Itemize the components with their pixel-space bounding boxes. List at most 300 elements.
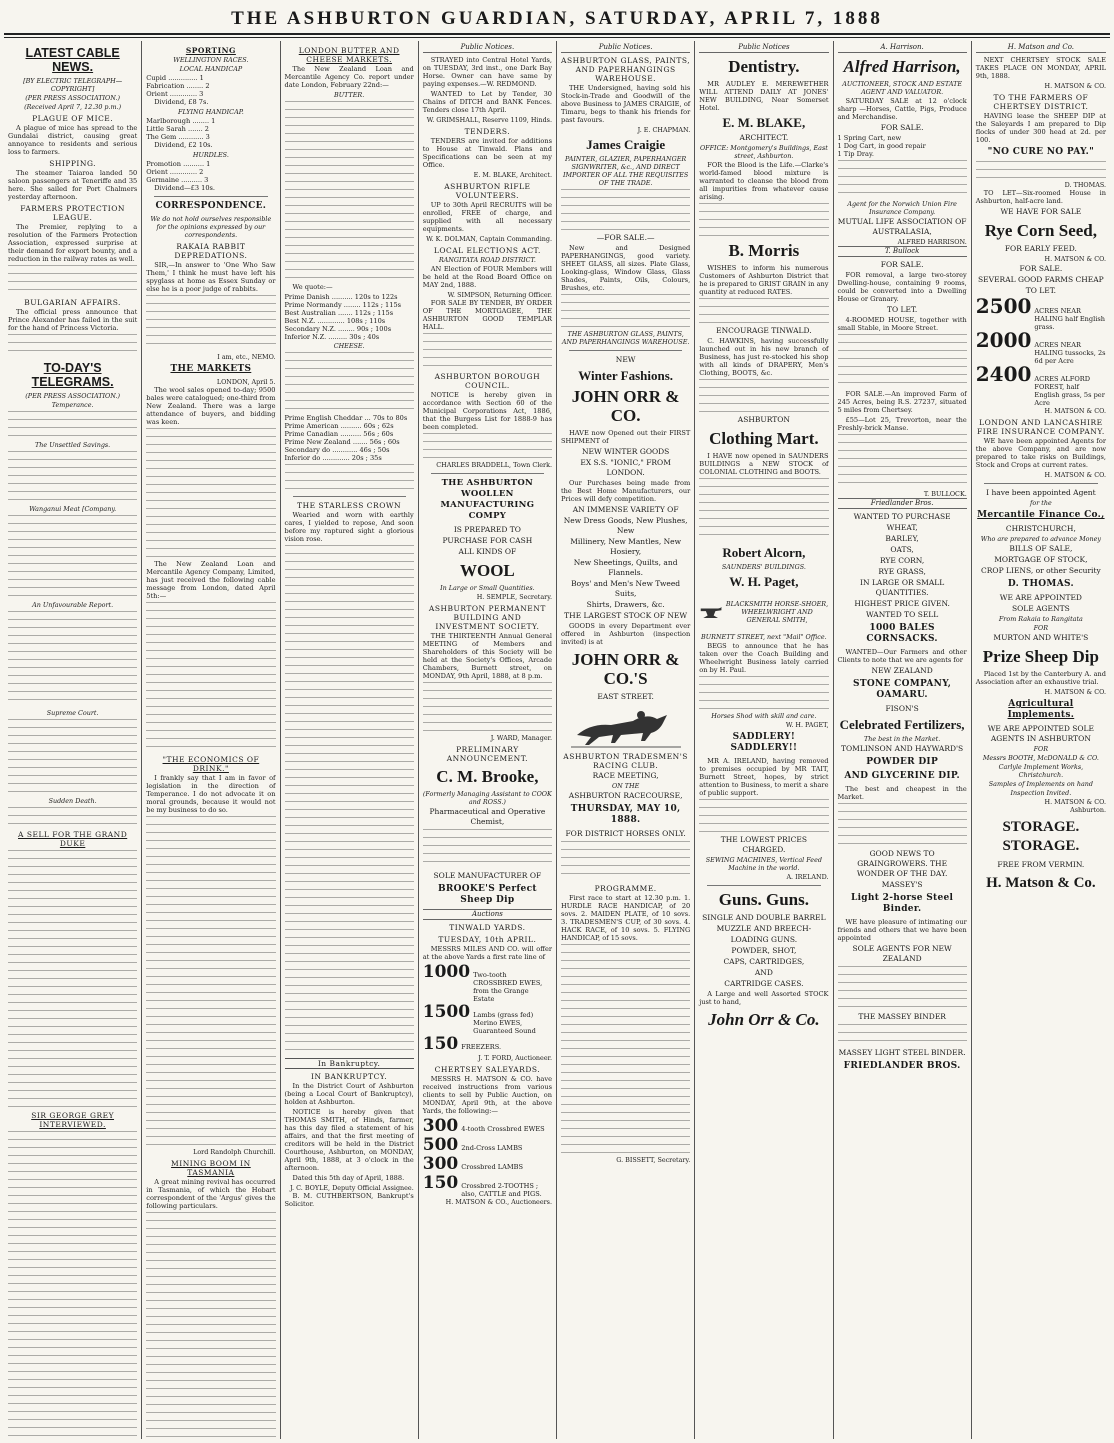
text-block bbox=[838, 803, 967, 847]
dip-text: HAVING lease the SHEEP DIP at the Saleyards I am prepared to Dip flocks of under 300 head at 2d. per 100. bbox=[975, 112, 1106, 144]
bankruptcy-solicitor: B. M. CUTHBERTSON, Bankrupt's Solicitor. bbox=[284, 1192, 414, 1208]
council-heading: ASHBURTON BOROUGH COUNCIL. bbox=[434, 372, 541, 390]
shipping-text: The steamer Taiaroa landed 50 saloon passengers at Teneriffe and 35 here. She sailed for Port Chalmers yesterday afternoon. bbox=[8, 169, 138, 201]
security-item: CROP LIENS, or other Security bbox=[981, 566, 1101, 575]
morris-text: WISHES to inform his numerous Customers of Ashburton District that he is prepared to GRIST GRAIN in any quantity at reduced RATES. bbox=[699, 264, 829, 296]
auctions-header: Auctions bbox=[423, 909, 552, 920]
harrison-signature: ALFRED HARRISON. bbox=[897, 238, 967, 246]
price-row: Inferior do ............. 20s ; 35s bbox=[284, 454, 382, 462]
text-block bbox=[423, 433, 552, 459]
crown-text: Wearied and worn with earthly cares, I yielded to repose, And soon before my raptured sight a glorious vision rose. bbox=[284, 511, 414, 543]
lot-count: 1000 bbox=[422, 962, 471, 982]
text-block bbox=[838, 334, 967, 388]
council-text: NOTICE is hereby given in accordance with Section 60 of the Municipal Corporations Act, 1886, that the Burgess List for 1888-9 has been completed. bbox=[422, 391, 552, 431]
ryecorn-have: WE HAVE FOR SALE bbox=[1000, 207, 1082, 216]
house-tolet: TO LET—Six-roomed House in Ashburton, half-acre land. bbox=[975, 189, 1106, 205]
storage-heading: STORAGE. STORAGE. bbox=[1002, 819, 1080, 854]
cable-subtitle: [BY ELECTRIC TELEGRAPH—COPYRIGHT] bbox=[23, 77, 123, 93]
text-block bbox=[699, 203, 828, 237]
ryecorn-seed: Rye Corn Seed, bbox=[984, 221, 1097, 240]
dip-signature: D. THOMAS. bbox=[1064, 181, 1106, 189]
tinwald-signature: J. T. FORD, Auctioneer. bbox=[478, 1054, 552, 1062]
race-2-entries bbox=[146, 117, 275, 141]
security-item: BILLS OF SALE, bbox=[1009, 544, 1073, 553]
investment-text: THE THIRTEENTH Annual General MEETING of Members and Shareholders of this Society will be held at the Society's Offices, Arcade Chambers, Burnett street, on MONDAY, 9th April, 1888, at 8 p.m. bbox=[422, 632, 552, 680]
matson-signature: H. MATSON & CO. bbox=[1044, 407, 1106, 415]
forsale-heading: —FOR SALE.— bbox=[596, 233, 655, 242]
economics-heading: "THE ECONOMICS OF DRINK." bbox=[162, 755, 260, 773]
prize-text: Placed 1st by the Canterbury A. and Association after an exhaustive trial. bbox=[975, 670, 1106, 686]
blake-office: OFFICE: Montgomery's Buildings, East street, Ashburton. bbox=[699, 144, 828, 160]
guns-line: AND bbox=[754, 968, 773, 977]
price-row: Prime English Cheddar ... 70s to 80s bbox=[284, 414, 408, 422]
shod-line: Horses Shod with skill and care. bbox=[711, 712, 817, 720]
clothing-mart: Clothing Mart. bbox=[709, 429, 819, 448]
racehorse-illustration bbox=[571, 705, 681, 749]
powder-dip: POWDER DIP bbox=[866, 757, 939, 767]
column-4 bbox=[419, 41, 557, 1439]
price-row: Secondary do ............ 46s ; 50s bbox=[284, 446, 390, 454]
sale-tender-text: FOR SALE BY TENDER, BY ORDER OF THE MORTGAGEE, THE ASHBURTON GOOD TEMPLAR HALL. bbox=[422, 299, 552, 331]
race-entry: Orient ............. 3 bbox=[146, 90, 204, 98]
lot-desc: 4-tooth Crossbred EWES bbox=[461, 1125, 545, 1133]
paget-address: BURNETT STREET, next "Mail" Office. bbox=[701, 633, 827, 641]
race-entry: Cupid .............. 1 bbox=[146, 74, 204, 82]
ireland-signature: A. IRELAND. bbox=[786, 873, 829, 881]
grey-heading: SIR GEORGE GREY INTERVIEWED. bbox=[31, 1111, 115, 1129]
text-block bbox=[8, 515, 137, 599]
text-block bbox=[699, 676, 828, 710]
chertsey-signature: H. MATSON & CO., Auctioneers. bbox=[445, 1198, 552, 1206]
alcorn-name: Robert Alcorn, bbox=[722, 545, 806, 560]
text-block bbox=[561, 294, 690, 328]
bullock-text: FOR removal, a large two-storey Dwelling-house, containing 9 rooms, could be converted into a Dwelling House or Granary. bbox=[837, 271, 967, 303]
fertilizers: Celebrated Fertilizers, bbox=[839, 717, 965, 732]
smith-text: BLACKSMITH HORSE-SHOER, WHEELWRIGHT AND GENERAL SMITH, bbox=[725, 600, 829, 624]
mutual-life: MUTUAL LIFE ASSOCIATION OF AUSTRALASIA, bbox=[837, 217, 967, 236]
london-text: WE have been appointed Agents for the above Company, and are now prepared to take risks on Buildings, Stock and Crops at current rates. bbox=[975, 437, 1106, 469]
morris-name: B. Morris bbox=[728, 241, 800, 260]
lot-count: 150 bbox=[422, 1173, 459, 1193]
early-feed: FOR EARLY FEED. bbox=[1004, 244, 1077, 253]
forsale-item: 1 Spring Cart, new bbox=[837, 134, 902, 142]
guns-heading: Guns. Guns. bbox=[718, 890, 809, 909]
race-entry: Fabrication ........ 2 bbox=[146, 82, 210, 90]
price-row: Prime Danish .......... 120s to 122s bbox=[284, 293, 398, 301]
race-programme: First race to start at 12.30 p.m. 1. HURDLE RACE HANDICAP, of 20 sovs. 2. MAIDEN PLATE, of 10 sovs. 3. TRADESMEN'S CUP, of 30 sovs. 4. HACK RACE, of 10 sovs. 5. FLYING HANDICAP, of 15 sovs. bbox=[561, 894, 691, 942]
text-block bbox=[8, 334, 137, 358]
craigie-trade: PAINTER, GLAZIER, PAPERHANGER SIGNWRITER, &c., AND DIRECT IMPORTER OF ALL THE REQUISITES OF THE TRADE. bbox=[562, 155, 689, 187]
race-entry: Marlborough ........ 1 bbox=[146, 117, 216, 125]
press-assoc: (PER PRESS ASSOCIATION.) bbox=[25, 94, 120, 102]
lot-count: 1500 bbox=[422, 1002, 471, 1022]
brooke-sub: (Formerly Managing Assistant to COOK and ROSS.) bbox=[422, 790, 552, 806]
stone-text: WANTED—Our Farmers and other Clients to note that we are agents for bbox=[837, 648, 967, 664]
sheepdip-heading: SOLE MANUFACTURER OF bbox=[433, 871, 542, 880]
correspondence-note: We do not hold ourselves responsible for the opinions expressed by our correspondents. bbox=[150, 215, 272, 239]
acreage-desc: ACRES NEAR HALING tussocks, 2s 6d per Acre bbox=[1034, 341, 1106, 365]
cheese-label: CHEESE. bbox=[333, 342, 365, 350]
hurdles-heading: HURDLES. bbox=[192, 151, 229, 159]
text-block bbox=[976, 161, 1106, 179]
lot-desc: Two-tooth CROSSBRED EWES, from the Grange Estate bbox=[473, 971, 543, 1003]
column-3 bbox=[281, 41, 419, 1439]
sewing-line: SEWING MACHINES, Vertical Feed Machine in the world. bbox=[705, 856, 822, 872]
stock-line: GOODS in every Department ever offered in Ashburton (inspection invited) is at bbox=[561, 622, 691, 646]
column-7 bbox=[834, 41, 972, 1439]
vermin-line: FREE FROM VERMIN. bbox=[997, 860, 1085, 869]
fisons-label: FISON'S bbox=[885, 704, 919, 713]
text-block bbox=[838, 160, 967, 198]
variety-item: New Sheetings, Quilts, and Flannels. bbox=[573, 558, 678, 577]
butter-price-list bbox=[285, 293, 414, 341]
stock-lot bbox=[423, 1174, 552, 1198]
forsale-list bbox=[838, 134, 967, 158]
text-block bbox=[8, 611, 137, 707]
unfavourable-heading: An Unfavourable Report. bbox=[32, 601, 114, 609]
butter-label: BUTTER. bbox=[334, 91, 365, 99]
bankruptcy-court: In the District Court of Ashburton (being a Local Court of Bankruptcy), holden at Ashburton. bbox=[284, 1082, 414, 1106]
race-signature: G. BISSETT, Secretary. bbox=[616, 1156, 691, 1164]
variety-item: Boys' and Men's New Tweed Suits, bbox=[571, 579, 681, 598]
matson-signature: H. MATSON & CO. bbox=[1044, 255, 1106, 263]
massey-label: MASSEY'S bbox=[881, 880, 923, 889]
dividend-1: Dividend, £8 7s. bbox=[154, 98, 209, 106]
tenders-text: TENDERS are invited for additions to House at Tinwald. Plans and Specifications can be seen at my Office. bbox=[422, 137, 552, 169]
letter-text: SIR,—In answer to 'One Who Saw Them,' I think he must have left his spyglass at home as Essex Sunday or else he is a poor judge of rabbits. bbox=[146, 261, 276, 293]
letter-signoff: I am, etc., NEMO. bbox=[217, 353, 276, 361]
grain-item: RYE CORN, bbox=[880, 556, 925, 565]
dentistry-heading: Dentistry. bbox=[728, 57, 800, 76]
we-are-appointed: WE ARE APPOINTED bbox=[999, 593, 1082, 602]
dividend-3: Dividend—£3 10s. bbox=[154, 184, 216, 192]
anvil-icon bbox=[699, 592, 722, 632]
markets-heading: THE MARKETS bbox=[170, 364, 252, 374]
saddlery-heading: SADDLERY! SADDLERY!! bbox=[730, 732, 798, 753]
matson-signature: H. MATSON & CO. bbox=[1044, 688, 1106, 696]
grain-item: BARLEY, bbox=[885, 534, 919, 543]
column-header: Public Notices. bbox=[423, 43, 552, 53]
race-meeting: RACE MEETING, bbox=[592, 771, 659, 780]
poem-text-block bbox=[285, 545, 414, 1055]
column-header: A. Harrison. bbox=[838, 43, 967, 53]
glass-footer: THE ASHBURTON GLASS, PAINTS, AND PAPERHANGINGS WAREHOUSE. bbox=[561, 330, 690, 346]
savings-heading: The Unsettled Savings. bbox=[35, 441, 111, 449]
cornsacks: 1000 BALES CORNSACKS. bbox=[866, 623, 938, 644]
wanted-purchase: WANTED TO PURCHASE bbox=[853, 512, 951, 521]
tolet-text: 4-ROOMED HOUSE, together with small Stable, in Moore Street. bbox=[837, 316, 967, 332]
stock-lot bbox=[423, 1035, 552, 1054]
cable-news-heading: LATEST CABLE NEWS. bbox=[25, 46, 120, 74]
acreage-desc: ACRES ALFORD FOREST, half English grass, 5s per Acre bbox=[1034, 375, 1105, 407]
wellington-heading: WELLINGTON RACES. bbox=[173, 56, 249, 64]
mining-heading: MINING BOOM IN TASMANIA bbox=[171, 1159, 251, 1177]
mining-text: A great mining revival has occurred in Tasmania, of which the Hobart correspondent of the 'Argus' gives the following particulars. bbox=[146, 1178, 276, 1210]
tinwald-date: TUESDAY, 10th APRIL. bbox=[438, 935, 537, 944]
mercantile-text: Who are prepared to advance Money bbox=[980, 535, 1101, 543]
price-row: Best Australian ....... 112s ; 115s bbox=[284, 309, 394, 317]
guns-line: SINGLE AND DOUBLE BARREL bbox=[702, 913, 826, 922]
text-block bbox=[8, 850, 137, 1108]
for-word-2: FOR bbox=[1033, 745, 1049, 753]
orr-name-2: JOHN ORR & CO.'S bbox=[571, 650, 680, 688]
butter-heading: LONDON BUTTER AND CHEESE MARKETS. bbox=[298, 46, 400, 64]
ashburton-label: ASHBURTON bbox=[737, 415, 790, 424]
ashburton-line: Ashburton. bbox=[1070, 806, 1106, 814]
orr-name: JOHN ORR & CO. bbox=[571, 387, 680, 425]
price-row: Best N.Z. ............. 108s ; 110s bbox=[284, 317, 386, 325]
letter-heading: RAKAIA RABBIT DEPREDATIONS. bbox=[174, 242, 248, 260]
plague-text: A plague of mice has spread to the Gundalai district, causing great annoyance to residents and serious loss to farmers. bbox=[8, 124, 138, 156]
tinwald-heading: TINWALD YARDS. bbox=[449, 923, 526, 932]
chertsey-text: MESSRS H. MATSON & CO. have received instructions from various clients to sell by Public Auction, on MONDAY, April 9th, at the above Yards, the following:— bbox=[422, 1075, 552, 1115]
price-row: Prime Normandy ........ 112s ; 115s bbox=[284, 301, 402, 309]
bankruptcy-heading: In Bankruptcy. bbox=[285, 1058, 414, 1069]
economics-text: I frankly say that I am in favor of legislation in the direction of Temperance. I do not advocate it on moral grounds, because it would not be my business to do so. bbox=[146, 774, 276, 814]
markets-text: The wool sales opened to-day; 9500 bales were catalogued; one-third from New Zealand. There was a large attendance of buyers, and bidding was keen. bbox=[146, 386, 276, 426]
tomlinson: TOMLINSON AND HAYWARD'S bbox=[841, 744, 964, 753]
farmers-heading: TO THE FARMERS OF CHERTSEY DISTRICT. bbox=[993, 93, 1089, 111]
economics-signature: Lord Randolph Churchill. bbox=[193, 1148, 276, 1156]
newspaper-page bbox=[4, 41, 1110, 1439]
price-row: Prime American .......... 60s ; 62s bbox=[284, 422, 394, 430]
text-block bbox=[561, 841, 690, 881]
hawkins-text: C. HAWKINS, having successfully launched out in his new branch of Business, has just re-stocked his shop with all kinds of DRAPERY, Men's Clothing, BOOTS, &c. bbox=[699, 337, 829, 377]
woollen-purchase: PURCHASE FOR CASH bbox=[442, 536, 533, 545]
paget-text: BEGS to announce that he has taken over the Coach Building and Wheelwright Business lately carried on by H. Paul. bbox=[699, 642, 829, 674]
london-insurance: LONDON AND LANCASHIRE FIRE INSURANCE COMPANY. bbox=[977, 418, 1105, 436]
blake-name: E. M. BLAKE, bbox=[722, 115, 806, 130]
lot-text: £55—Lot 25, Trevorton, near the Freshly-brick Manse. bbox=[837, 416, 967, 432]
elections-heading: LOCAL ELECTIONS ACT. bbox=[433, 246, 541, 255]
mercantile-finance: Mercantile Finance Co., bbox=[977, 510, 1105, 520]
bankruptcy-text: NOTICE is hereby given that THOMAS SMITH, of Hinds, farmer, has this day filed a statement of his affairs, and that the first meeting of creditors will be held in the District Courthouse, Ashburton, on MONDAY, April 9th, 1888, at 3 o'clock in the afternoon. bbox=[284, 1108, 414, 1172]
newspaper-title: THE ASHBURTON GUARDIAN, SATURDAY, APRIL 7, 1888 bbox=[231, 8, 883, 29]
guns-line: MUZZLE AND BREECH- bbox=[716, 924, 812, 933]
matson-footer: H. Matson & Co. bbox=[986, 875, 1096, 891]
ireland-text: MR A. IRELAND, having removed to premises occupied by MR TAIT, Burnett Street, hopes, by strict attention to Business, to merit a share of public support. bbox=[699, 757, 829, 797]
agricultural-implements: Agricultural Implements. bbox=[1007, 699, 1075, 720]
quotes-intro: We quote:— bbox=[292, 283, 333, 291]
variety-item: New Dress Goods, New Plushes, New bbox=[563, 516, 688, 535]
glycerine-text: The best and cheapest in the Market. bbox=[837, 785, 967, 801]
craigie-name: James Craigie bbox=[586, 137, 666, 152]
text-block bbox=[423, 829, 552, 869]
race-entry: Germaine .......... 3 bbox=[146, 176, 209, 184]
stock-lot bbox=[423, 1117, 552, 1136]
text-block bbox=[699, 379, 828, 413]
text-block bbox=[699, 298, 828, 324]
rifles-heading: ASHBURTON RIFLE VOLUNTEERS. bbox=[444, 182, 531, 200]
divider bbox=[569, 350, 682, 351]
guns-list bbox=[699, 913, 828, 989]
guns-line: CARTRIDGE CASES. bbox=[724, 979, 804, 988]
lot-count: 500 bbox=[422, 1135, 459, 1155]
for-word: FOR bbox=[1033, 624, 1049, 632]
woollen-prep: IS PREPARED TO bbox=[453, 525, 521, 534]
samples-line: Samples of Implements on hand bbox=[988, 780, 1093, 788]
sporting-heading: SPORTING bbox=[185, 46, 236, 55]
lot-count: 150 bbox=[422, 1034, 459, 1054]
new-label: NEW bbox=[615, 355, 636, 364]
crown-heading: THE STARLESS CROWN bbox=[297, 501, 402, 510]
brooke-name: C. M. Brooke, bbox=[436, 767, 539, 786]
text-block bbox=[146, 428, 275, 558]
dentist-text: MR AUDLEY E. MEREWETHER WILL ATTEND DAILY AT JONES' NEW BUILDING, Near Somerset Hotel. bbox=[699, 80, 829, 112]
text-block bbox=[8, 265, 137, 295]
stock-lot bbox=[423, 1003, 552, 1035]
telegrams-heading: TO-DAY'S TELEGRAMS. bbox=[31, 361, 114, 389]
brooke-trade: Pharmaceutical and Operative Chemist, bbox=[429, 807, 546, 826]
column-header: Public Notices. bbox=[561, 43, 690, 53]
text-block bbox=[285, 352, 414, 412]
divider bbox=[154, 196, 267, 197]
markets-dateline: LONDON, April 5. bbox=[216, 378, 276, 386]
agri-text: WE ARE APPOINTED SOLE AGENTS IN ASHBURTON bbox=[987, 724, 1095, 743]
price-row: Secondary N.Z. ........ 90s ; 100s bbox=[284, 325, 392, 333]
smith-block bbox=[699, 592, 828, 632]
tenders-signature: E. M. BLAKE, Architect. bbox=[473, 171, 552, 179]
text-block bbox=[146, 295, 275, 351]
acreage-lot bbox=[975, 294, 1106, 331]
farmers-text: The Premier, replying to a resolution of the Farmers Protection Association, expressed surprise at their demand for export bounty, and a reduction in the railway rates as well. bbox=[8, 223, 138, 263]
variety-heading: AN IMMENSE VARIETY OF bbox=[572, 505, 679, 514]
harrison-name: Alfred Harrison, bbox=[843, 57, 961, 76]
nz-label: NEW ZEALAND bbox=[871, 666, 933, 675]
massey-binder: THE MASSEY BINDER bbox=[858, 1012, 946, 1021]
glass-heading: ASHBURTON GLASS, PAINTS, AND PAPERHANGINGS WAREHOUSE. bbox=[561, 56, 691, 83]
text-block bbox=[8, 1131, 137, 1439]
binder-text: WE have pleasure of intimating our friends and others that we have been appointed bbox=[837, 918, 967, 942]
bankruptcy-signature: J. C. BOYLE, Deputy Official Assignee. bbox=[289, 1184, 414, 1192]
text-block bbox=[146, 816, 275, 1146]
from-rakaia: From Rakaia to Rangitata bbox=[998, 615, 1083, 623]
variety-item: Shirts, Drawers, &c. bbox=[586, 600, 665, 609]
bulgarian-text: The official press announce that Prince Alexander has failed in the suit for the hand of Princess Victoria. bbox=[8, 308, 138, 332]
investment-signature: J. WARD, Manager. bbox=[490, 734, 552, 742]
bankruptcy-sub: IN BANKRUPTCY. bbox=[311, 1072, 388, 1081]
paget-name: W. H. Paget, bbox=[729, 574, 799, 589]
orr-line: HAVE now Opened out their FIRST SHIPMENT of bbox=[561, 429, 691, 445]
stock-lot bbox=[423, 1136, 552, 1155]
council-signature: CHARLES BRADDELL, Town Clerk. bbox=[436, 461, 552, 469]
sole-agents: SOLE AGENTS bbox=[1012, 604, 1070, 613]
glass-signature: J. E. CHAPMAN. bbox=[637, 126, 691, 134]
variety-list bbox=[561, 516, 690, 610]
race-entry: The Gem ............ 3 bbox=[146, 133, 210, 141]
masthead-rule-thin bbox=[4, 37, 1110, 38]
acreage-count: 2400 bbox=[975, 362, 1032, 386]
binder-news: GOOD NEWS TO GRAINGROWERS. THE WONDER OF THE DAY. bbox=[856, 849, 948, 878]
handicap-2: FLYING HANDICAP. bbox=[178, 108, 244, 116]
elections-text: AN Election of FOUR Members will be held at the Road Board Office on MAY 2nd, 1888. bbox=[422, 265, 552, 289]
matson-signature: H. MATSON & CO. bbox=[1044, 798, 1106, 806]
sudden-heading: Sudden Death. bbox=[48, 797, 97, 805]
guns-line: LOADING GUNS. bbox=[730, 935, 798, 944]
racing-heading: ASHBURTON TRADESMEN'S RACING CLUB. bbox=[563, 752, 688, 770]
wanganui-heading: Wanganui Meat [Company. bbox=[29, 505, 117, 513]
divider bbox=[707, 885, 820, 886]
farms-cheap: SEVERAL GOOD FARMS CHEAP bbox=[978, 275, 1104, 284]
security-item: MORTGAGE OF STOCK, bbox=[994, 555, 1088, 564]
paget-signature: W. H. PAGET, bbox=[785, 721, 829, 729]
forsale-item: 1 Dog Cart, in good repair bbox=[837, 142, 926, 150]
plague-heading: PLAGUE OF MICE. bbox=[32, 114, 114, 123]
binder-footer: MASSEY LIGHT STEEL BINDER. bbox=[838, 1048, 966, 1057]
text-block bbox=[561, 189, 690, 231]
encourage-heading: ENCOURAGE TINWALD. bbox=[716, 326, 812, 335]
friedlander-header: Friedlander Bros. bbox=[838, 498, 967, 509]
racecourse: ASHBURTON RACECOURSE, bbox=[568, 791, 683, 800]
divider bbox=[431, 473, 544, 474]
woollen-kinds: ALL KINDS OF bbox=[458, 547, 517, 556]
masthead bbox=[0, 0, 1114, 30]
stock-sale-notice: NEXT CHERTSEY STOCK SALE TAKES PLACE ON MONDAY, APRIL 9th, 1888. bbox=[975, 56, 1106, 80]
forsale-heading: FOR SALE. bbox=[1019, 264, 1063, 273]
tolet-heading: TO LET. bbox=[886, 305, 918, 314]
masthead-rule bbox=[4, 33, 1110, 35]
butter-text: The New Zealand Loan and Mercantile Agency Co. report under date London, February 22nd:— bbox=[284, 65, 414, 89]
orr-script: John Orr & Co. bbox=[708, 1010, 820, 1029]
race-entry: Promotion .......... 1 bbox=[146, 160, 211, 168]
elections-sub: RANGITATA ROAD DISTRICT. bbox=[438, 256, 536, 264]
stone-company: STONE COMPANY, OAMARU. bbox=[853, 679, 952, 700]
grain-item: WHEAT, bbox=[886, 523, 918, 532]
lot-count: 300 bbox=[422, 1154, 459, 1174]
acreage-lot bbox=[975, 362, 1106, 407]
highest-price: HIGHEST PRICE GIVEN. bbox=[854, 599, 950, 608]
dividend-2: Dividend, £2 10s. bbox=[154, 141, 213, 149]
lowest-prices: THE LOWEST PRICES CHARGED. bbox=[720, 835, 807, 854]
strayed-notice: STRAYED into Central Hotel Yards, on TUESDAY, 3rd inst., one Dark Bay Horse. Owner can have same by paying expenses.—W. REDMOND. bbox=[422, 56, 552, 88]
text-block bbox=[8, 719, 137, 795]
rifles-signature: W. K. DOLMAN, Captain Commanding. bbox=[426, 235, 552, 243]
programme-heading: PROGRAMME. bbox=[594, 884, 657, 893]
bankruptcy-date: Dated this 5th day of April, 1888. bbox=[292, 1174, 405, 1182]
grain-list bbox=[838, 523, 967, 577]
chertsey-heading: CHERTSEY SALEYARDS. bbox=[434, 1065, 541, 1074]
guns-line: POWDER, SHOT, bbox=[731, 946, 797, 955]
text-block bbox=[8, 411, 137, 439]
blood-text: FOR the Blood is the Life.—Clarke's world-famed blood mixture is warranted to cleanse the blood from all impurities from whatever cause arising. bbox=[699, 161, 829, 201]
price-row: Inferior N.Z. ......... 30s ; 40s bbox=[284, 333, 380, 341]
text-block bbox=[146, 602, 275, 752]
thomas-signature: D. THOMAS. bbox=[1007, 579, 1074, 589]
farm-sale-text: FOR SALE.—An improved Farm of 245 Acres, being R.S. 27237, situated 5 miles from Chertsey. bbox=[837, 390, 967, 414]
binder-signature: FRIEDLANDER BROS. bbox=[843, 1061, 961, 1071]
column-2 bbox=[142, 41, 280, 1439]
received-time: (Received April 7, 12.30 p.m.) bbox=[24, 103, 122, 111]
telegrams-assoc: (PER PRESS ASSOCIATION.) bbox=[25, 392, 120, 400]
orr-text: Our Purchases being made from the Best Home Manufacturers, our Prices will defy competition. bbox=[561, 479, 691, 503]
wanted-notice: WANTED to Let by Tender, 30 Chains of DITCH and BANK Fences. Tenders close 17th April. bbox=[422, 90, 552, 114]
temperance-heading: Temperance. bbox=[51, 401, 94, 409]
text-block bbox=[838, 966, 967, 1010]
column-header: Public Notices bbox=[699, 43, 828, 53]
bullock-signature: T. BULLOCK. bbox=[923, 490, 967, 498]
text-block bbox=[699, 478, 828, 542]
supreme-heading: Supreme Court. bbox=[46, 709, 99, 717]
stock-lot bbox=[423, 1155, 552, 1174]
tinwald-text: MESSRS MILES AND CO. will offer at the above Yards a first rate line of bbox=[422, 945, 552, 961]
text-block bbox=[285, 101, 414, 281]
lot-desc: Lambs (grass fed) Merino EWES, Guaranteed Sound bbox=[473, 1011, 536, 1035]
race-3-entries bbox=[146, 160, 275, 184]
column-8 bbox=[972, 41, 1110, 1439]
christchurch: CHRISTCHURCH, bbox=[1005, 524, 1076, 533]
on-the: ON THE bbox=[611, 782, 640, 790]
race-1-entries bbox=[146, 74, 275, 98]
